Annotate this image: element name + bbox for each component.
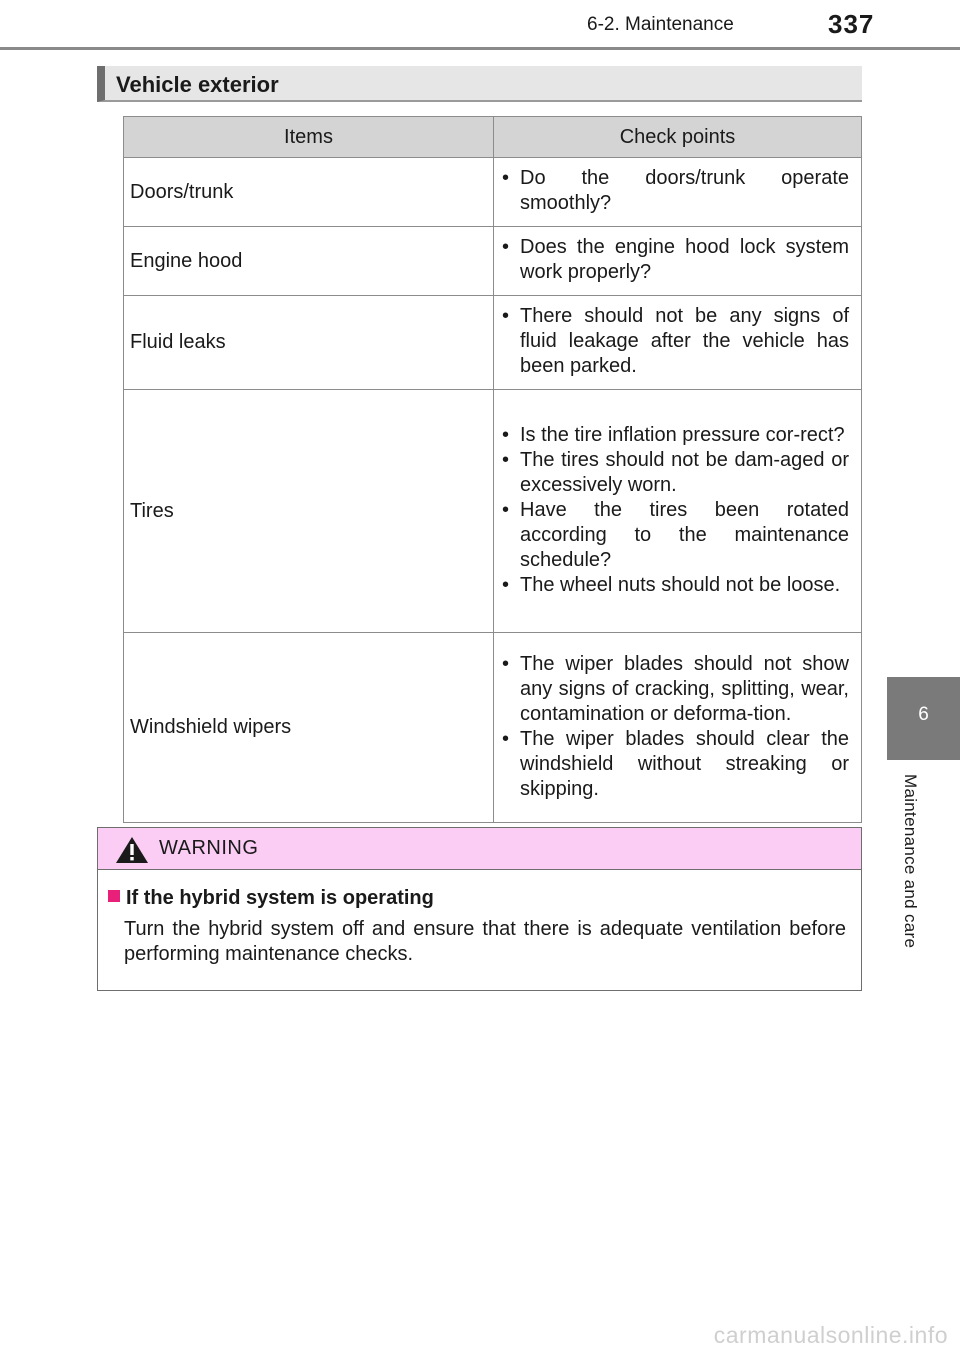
table-header-row [124,117,862,158]
check-table [123,116,862,823]
chapter-tab[interactable] [887,677,960,760]
list-item: • The wiper blades should not show any signs of cracking, splitting, wear, contamination or deforma-tion. [502,652,849,725]
warning-body: Turn the hybrid system off and ensure that there is adequate ventilation before performing maintenance checks. [124,918,846,965]
header-rule [0,47,960,50]
table-row [124,390,862,633]
column-header-check-points: Check points [494,117,862,158]
table-cell-item: Tires [124,390,494,633]
table-row [124,158,862,227]
warning-label: WARNING [159,837,259,859]
list-item: • Is the tire inflation pressure cor-rect? [502,423,845,446]
table-row [124,227,862,296]
column-header-items: Items [124,117,494,158]
section-heading [97,66,862,102]
warning-box [97,827,862,991]
warning-title [108,887,434,910]
table-cell-points [494,390,862,633]
list-item: • Do the doors/trunk operate smoothly? [502,167,849,214]
page-number: 337 [828,9,875,39]
table-cell-item: Doors/trunk [124,158,494,227]
bullet-square-icon [108,890,120,902]
list-item: • The wiper blades should clear the windshield without streaking or skipping. [502,727,849,800]
list-item: • Does the engine hood lock system work properly? [502,236,849,283]
table-cell-points [494,296,862,390]
watermark: carmanualsonline.info [713,1322,948,1348]
header-section-title: 6-2. Maintenance [587,14,734,35]
list-item: • The tires should not be dam-aged or excessively worn. [502,448,849,496]
warning-header [98,828,861,870]
list-item: • There should not be any signs of fluid leakage after the vehicle has been parked. [502,305,849,377]
table-cell-points [494,158,862,227]
table-cell-points [494,227,862,296]
section-title: Vehicle exterior [116,72,279,97]
chapter-tab-label: Maintenance and care [901,774,920,949]
table-row [124,633,862,823]
table-cell-item: Windshield wipers [124,633,494,823]
table-row [124,296,862,390]
table-cell-item: Fluid leaks [124,296,494,390]
list-item: • Have the tires been rotated according to the maintenance schedule? [502,498,849,571]
warning-triangle-icon [115,836,149,864]
table-cell-item: Engine hood [124,227,494,296]
chapter-tab-number: 6 [918,704,929,725]
table-cell-points [494,633,862,823]
warning-title-text: If the hybrid system is operating [126,887,434,909]
list-item: • The wheel nuts should not be loose. [502,573,841,596]
